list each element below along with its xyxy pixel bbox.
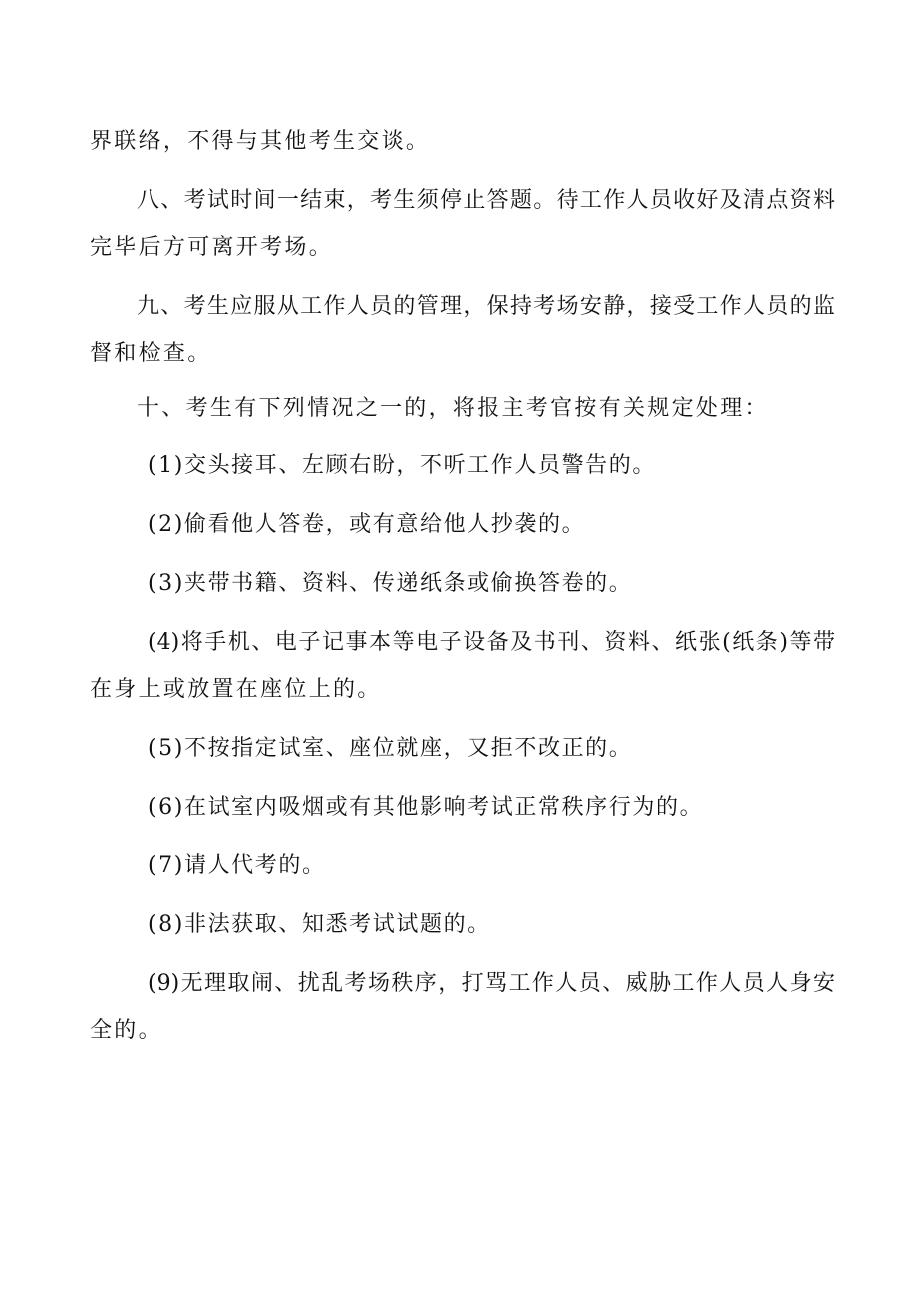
list-item-4-line-2: 在身上或放置在座位上的。 bbox=[90, 677, 382, 702]
list-item-6: (6)在试室内吸烟或有其他影响考试正常秩序行为的。 bbox=[148, 795, 704, 820]
rule-10-heading: 十、考生有下列情况之一的，将报主考官按有关规定处理： bbox=[137, 396, 769, 421]
rule-9-line-1: 九、考生应服从工作人员的管理，保持考场安静，接受工作人员的监 bbox=[137, 294, 835, 319]
list-item-9-line-1: (9)无理取闹、扰乱考场秩序，打骂工作人员、威胁工作人员人身安 bbox=[148, 971, 835, 996]
list-item-7: (7)请人代考的。 bbox=[148, 853, 326, 878]
list-item-9-line-2: 全的。 bbox=[90, 1018, 163, 1043]
list-item-4-line-1: (4)将手机、电子记事本等电子设备及书刊、资料、纸张(纸条)等带 bbox=[148, 630, 835, 655]
list-item-5: (5)不按指定试室、座位就座，又拒不改正的。 bbox=[148, 736, 633, 761]
list-item-8: (8)非法获取、知悉考试试题的。 bbox=[148, 912, 491, 937]
rule-8-line-2: 完毕后方可离开考场。 bbox=[90, 235, 334, 260]
list-item-3: (3)夹带书籍、资料、传递纸条或偷换答卷的。 bbox=[148, 571, 633, 596]
list-item-1: (1)交头接耳、左顾右盼，不听工作人员警告的。 bbox=[148, 453, 656, 478]
rule-8-line-1: 八、考试时间一结束，考生须停止答题。待工作人员收好及清点资料 bbox=[137, 188, 835, 213]
rule-9-line-2: 督和检查。 bbox=[90, 341, 212, 366]
text-line: 界联络，不得与其他考生交谈。 bbox=[90, 129, 431, 154]
list-item-2: (2)偷看他人答卷，或有意给他人抄袭的。 bbox=[148, 512, 586, 537]
